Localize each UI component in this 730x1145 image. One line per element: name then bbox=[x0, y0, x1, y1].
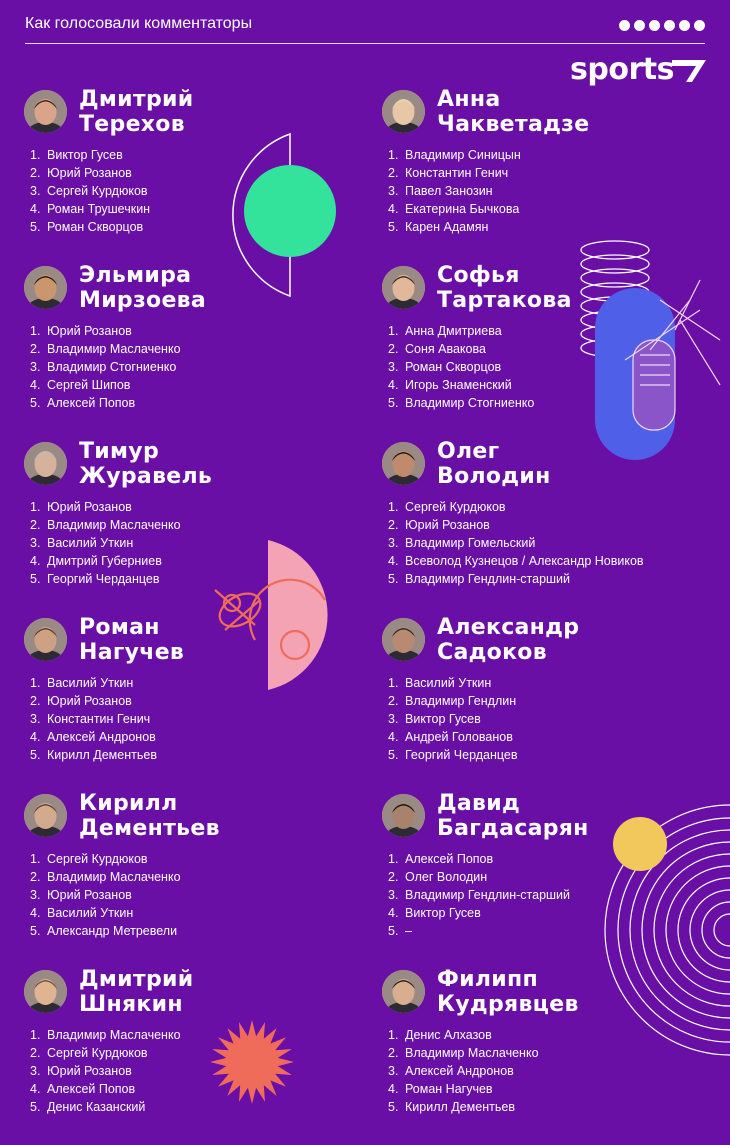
list-item: 2. Владимир Гендлин bbox=[388, 694, 517, 708]
avatar bbox=[382, 266, 425, 309]
list-item: 3. Сергей Курдюков bbox=[30, 184, 148, 198]
list-item: 4. Василий Уткин bbox=[30, 906, 134, 920]
list-item: 5. – bbox=[388, 924, 412, 938]
commentator-card bbox=[24, 967, 354, 1140]
sports-logo: sports bbox=[570, 52, 674, 87]
list-item: 2. Юрий Розанов bbox=[388, 518, 490, 532]
list-item: 4. Всеволод Кузнецов / Александр Новиков bbox=[388, 554, 644, 568]
list-item: 5. Кирилл Дементьев bbox=[30, 748, 157, 762]
vote-list bbox=[388, 146, 521, 236]
list-item: 5. Алексей Попов bbox=[30, 396, 136, 410]
commentator-card bbox=[24, 439, 354, 612]
commentator-name: Александр Садоков bbox=[437, 615, 580, 665]
list-item: 2. Юрий Розанов bbox=[30, 694, 132, 708]
commentator-card bbox=[24, 615, 354, 788]
list-item: 2. Олег Володин bbox=[388, 870, 488, 884]
list-item: 1. Алексей Попов bbox=[388, 852, 494, 866]
commentator-name: Филипп Кудрявцев bbox=[437, 967, 579, 1017]
list-item: 5. Георгий Черданцев bbox=[30, 572, 160, 586]
commentator-card bbox=[24, 263, 354, 436]
vote-list bbox=[388, 498, 644, 588]
list-item: 2. Сергей Курдюков bbox=[30, 1046, 148, 1060]
avatar bbox=[382, 618, 425, 661]
list-item: 4. Алексей Попов bbox=[30, 1082, 136, 1096]
header-divider bbox=[25, 43, 705, 44]
list-item: 3. Владимир Гендлин-старший bbox=[388, 888, 571, 902]
commentator-name: Давид Багдасарян bbox=[437, 791, 589, 841]
list-item: 4. Игорь Знаменский bbox=[388, 378, 512, 392]
list-item: 3. Юрий Розанов bbox=[30, 1064, 132, 1078]
vote-list bbox=[388, 674, 518, 764]
avatar bbox=[24, 970, 67, 1013]
list-item: 1. Василий Уткин bbox=[388, 676, 492, 690]
logo-mark-icon bbox=[672, 60, 706, 82]
list-item: 3. Павел Занозин bbox=[388, 184, 493, 198]
commentator-name: Олег Володин bbox=[437, 439, 551, 489]
commentator-card bbox=[382, 791, 712, 964]
list-item: 3. Роман Скворцов bbox=[388, 360, 502, 374]
avatar bbox=[24, 618, 67, 661]
commentator-name: Дмитрий Шнякин bbox=[79, 967, 194, 1017]
avatar bbox=[382, 970, 425, 1013]
list-item: 5. Александр Метревели bbox=[30, 924, 178, 938]
list-item: 4. Алексей Андронов bbox=[30, 730, 156, 744]
vote-list bbox=[30, 850, 181, 940]
list-item: 1. Василий Уткин bbox=[30, 676, 134, 690]
list-item: 5. Роман Скворцов bbox=[30, 220, 144, 234]
commentator-name: Анна Чакветадзе bbox=[437, 87, 590, 137]
list-item: 4. Екатерина Бычкова bbox=[388, 202, 520, 216]
list-item: 2. Константин Генич bbox=[388, 166, 509, 180]
avatar bbox=[24, 90, 67, 133]
list-item: 2. Владимир Маслаченко bbox=[388, 1046, 539, 1060]
commentator-card bbox=[382, 263, 712, 436]
list-item: 4. Дмитрий Губерниев bbox=[30, 554, 162, 568]
list-item: 5. Денис Казанский bbox=[30, 1100, 146, 1114]
list-item: 1. Юрий Розанов bbox=[30, 500, 132, 514]
avatar bbox=[24, 442, 67, 485]
commentator-card bbox=[382, 967, 712, 1140]
list-item: 5. Георгий Черданцев bbox=[388, 748, 518, 762]
list-item: 2. Владимир Маслаченко bbox=[30, 342, 181, 356]
commentator-name: Софья Тартакова bbox=[437, 263, 572, 313]
avatar bbox=[24, 794, 67, 837]
list-item: 3. Василий Уткин bbox=[30, 536, 134, 550]
list-item: 2. Соня Авакова bbox=[388, 342, 486, 356]
commentator-card bbox=[24, 791, 354, 964]
list-item: 1. Сергей Курдюков bbox=[388, 500, 506, 514]
commentator-card bbox=[24, 87, 354, 260]
vote-list bbox=[30, 1026, 181, 1116]
vote-list bbox=[30, 146, 150, 236]
header-bar bbox=[25, 12, 705, 44]
vote-list bbox=[388, 850, 570, 940]
menu-dots-icon[interactable] bbox=[619, 20, 705, 31]
list-item: 4. Виктор Гусев bbox=[388, 906, 481, 920]
avatar bbox=[382, 90, 425, 133]
list-item: 4. Роман Нагучев bbox=[388, 1082, 493, 1096]
commentator-name: Роман Нагучев bbox=[79, 615, 185, 665]
commentator-card bbox=[382, 87, 712, 260]
avatar bbox=[382, 794, 425, 837]
vote-list bbox=[30, 322, 181, 412]
list-item: 1. Анна Дмитриева bbox=[388, 324, 502, 338]
list-item: 4. Роман Трушечкин bbox=[30, 202, 151, 216]
list-item: 1. Виктор Гусев bbox=[30, 148, 123, 162]
commentator-name: Кирилл Дементьев bbox=[79, 791, 220, 841]
list-item: 3. Алексей Андронов bbox=[388, 1064, 514, 1078]
vote-list bbox=[388, 322, 534, 412]
list-item: 1. Юрий Розанов bbox=[30, 324, 132, 338]
page-title: Как голосовали комментаторы bbox=[25, 15, 253, 32]
list-item: 3. Юрий Розанов bbox=[30, 888, 132, 902]
list-item: 2. Владимир Маслаченко bbox=[30, 870, 181, 884]
avatar bbox=[24, 266, 67, 309]
list-item: 4. Сергей Шипов bbox=[30, 378, 131, 392]
list-item: 5. Владимир Гендлин-старший bbox=[388, 572, 571, 586]
list-item: 1. Денис Алхазов bbox=[388, 1028, 492, 1042]
list-item: 1. Владимир Маслаченко bbox=[30, 1028, 181, 1042]
list-item: 1. Владимир Синицын bbox=[388, 148, 521, 162]
list-item: 2. Юрий Розанов bbox=[30, 166, 132, 180]
list-item: 3. Виктор Гусев bbox=[388, 712, 481, 726]
list-item: 3. Константин Генич bbox=[30, 712, 151, 726]
list-item: 4. Андрей Голованов bbox=[388, 730, 513, 744]
commentator-card bbox=[382, 439, 712, 612]
list-item: 3. Владимир Стогниенко bbox=[30, 360, 177, 374]
commentator-name: Тимур Журавель bbox=[79, 439, 213, 489]
list-item: 5. Кирилл Дементьев bbox=[388, 1100, 515, 1114]
list-item: 5. Владимир Стогниенко bbox=[388, 396, 535, 410]
commentator-name: Эльмира Мирзоева bbox=[79, 263, 207, 313]
list-item: 2. Владимир Маслаченко bbox=[30, 518, 181, 532]
list-item: 5. Карен Адамян bbox=[388, 220, 489, 234]
vote-list bbox=[30, 674, 157, 764]
avatar bbox=[382, 442, 425, 485]
list-item: 3. Владимир Гомельский bbox=[388, 536, 536, 550]
commentator-card bbox=[382, 615, 712, 788]
vote-list bbox=[388, 1026, 539, 1116]
vote-list bbox=[30, 498, 181, 588]
commentator-name: Дмитрий Терехов bbox=[79, 87, 194, 137]
list-item: 1. Сергей Курдюков bbox=[30, 852, 148, 866]
